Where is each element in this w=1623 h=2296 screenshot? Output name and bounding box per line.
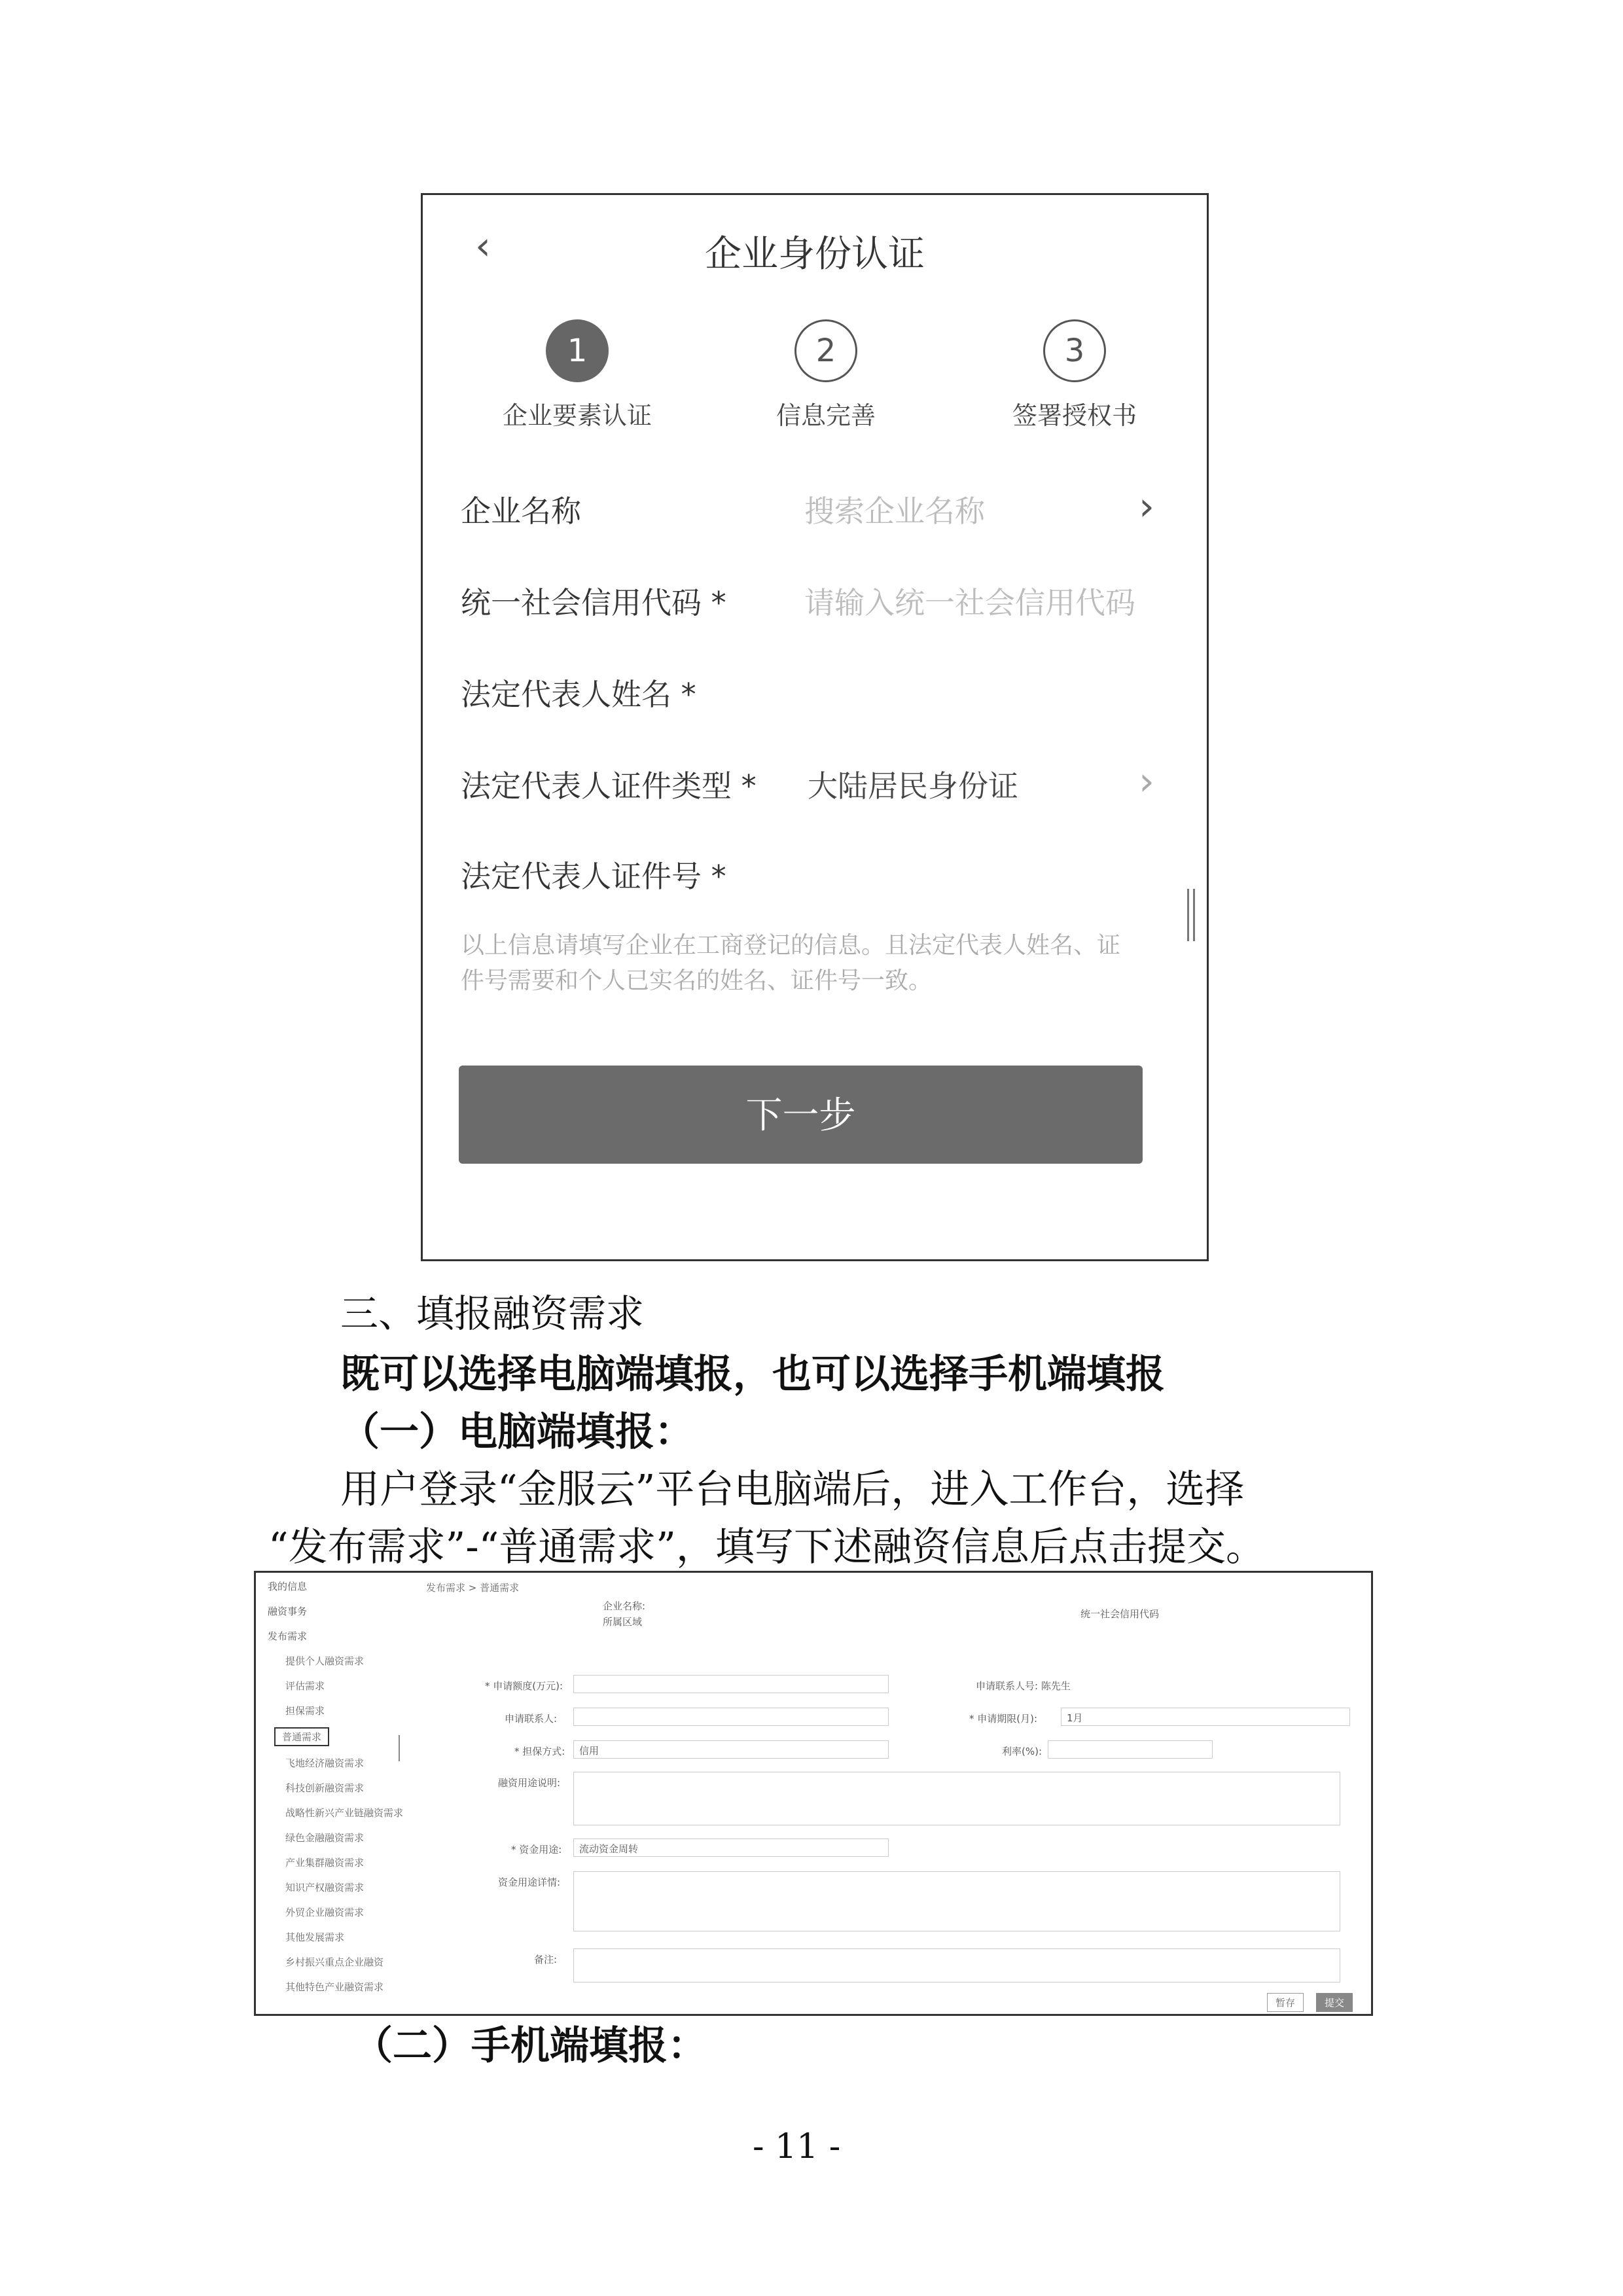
- sidebar-sub-item[interactable]: 飞地经济融资需求: [285, 1757, 365, 1769]
- sidebar-sub-item-active[interactable]: 普通需求: [274, 1727, 329, 1746]
- term-value: 1月: [1067, 1712, 1083, 1724]
- step-3: [976, 319, 1173, 431]
- scrollbar[interactable]: [1187, 889, 1195, 941]
- info-note: [461, 928, 1148, 999]
- term-label: * 申请期限(月):: [969, 1713, 1038, 1725]
- step-1: [479, 319, 675, 431]
- section-mobile-heading: （二）手机端填报：: [353, 2023, 707, 2069]
- step-1-label: 企业要素认证: [502, 401, 652, 430]
- back-icon[interactable]: ‹: [475, 223, 491, 269]
- company-name-label: 企业名称: [461, 493, 581, 529]
- remark-textarea[interactable]: [573, 1948, 1340, 1982]
- phone-input[interactable]: [573, 1708, 889, 1726]
- info-note-line-1: 以上信息请填写企业在工商登记的信息。且法定代表人姓名、证: [461, 932, 1121, 959]
- rep-id-no-label: 法定代表人证件号 *: [461, 859, 726, 894]
- step-1-number: 1: [546, 319, 609, 382]
- sidebar-my-info[interactable]: 我的信息: [268, 1581, 308, 1592]
- phone-screenshot: [421, 193, 1209, 1261]
- page-title: 企业身份认证: [705, 233, 925, 276]
- sidebar-sub-item[interactable]: 知识产权融资需求: [285, 1882, 365, 1893]
- info-note-line-2: 件号需要和个人已实名的姓名、证件号一致。: [461, 967, 933, 994]
- chevron-right-icon[interactable]: ›: [1139, 484, 1154, 529]
- rep-id-type-label: 法定代表人证件类型 *: [461, 768, 757, 804]
- company-name-label: 企业名称:: [603, 1600, 646, 1612]
- paragraph-line-2: “发布需求”-“普通需求”，填写下述融资信息后点击提交。: [268, 1524, 1265, 1570]
- rep-id-no-field[interactable]: [461, 853, 1154, 899]
- section-heading: 三、填报融资需求: [340, 1291, 645, 1336]
- usage-value: 流动资金周转: [579, 1843, 639, 1855]
- submit-button[interactable]: 提交: [1316, 1993, 1353, 2012]
- credit-code-field[interactable]: [461, 579, 1154, 625]
- divider: [399, 1735, 400, 1761]
- sidebar-sub-item[interactable]: 评估需求: [285, 1680, 325, 1692]
- rate-label: 利率(%):: [1002, 1746, 1043, 1757]
- rep-name-label: 法定代表人姓名 *: [461, 677, 696, 712]
- sidebar-sub-item[interactable]: 产业集群融资需求: [285, 1857, 365, 1869]
- rep-id-type-field[interactable]: [461, 759, 1154, 808]
- company-name-field[interactable]: [461, 484, 1154, 533]
- subtitle: 既可以选择电脑端填报，也可以选择手机端填报: [340, 1352, 1165, 1397]
- credit-code-label: 统一社会信用代码: [1080, 1608, 1160, 1620]
- step-3-number: 3: [1043, 319, 1106, 382]
- usage-select[interactable]: [573, 1839, 889, 1857]
- usage-label: * 资金用途:: [511, 1844, 562, 1856]
- guarantee-label: * 担保方式:: [514, 1746, 565, 1757]
- step-2-label: 信息完善: [776, 401, 876, 430]
- desktop-screenshot: [254, 1571, 1373, 2016]
- chevron-right-icon[interactable]: ›: [1139, 759, 1154, 804]
- step-2: [728, 319, 924, 431]
- sidebar-sub-item[interactable]: 担保需求: [285, 1705, 325, 1717]
- credit-code-input[interactable]: 请输入统一社会信用代码: [804, 585, 1135, 620]
- rate-input[interactable]: [1048, 1740, 1213, 1759]
- sidebar-sub-item[interactable]: 其他发展需求: [285, 1931, 345, 1943]
- amount-input[interactable]: [573, 1675, 889, 1693]
- sidebar-publish-demand[interactable]: 发布需求: [268, 1630, 308, 1642]
- sidebar-sub-item[interactable]: 外贸企业融资需求: [285, 1907, 365, 1918]
- rep-name-field[interactable]: [461, 671, 1154, 717]
- purpose-textarea[interactable]: [573, 1772, 1340, 1825]
- sidebar-financing[interactable]: 融资事务: [268, 1605, 308, 1617]
- sidebar-sub-item[interactable]: 提供个人融资需求: [285, 1655, 365, 1667]
- sidebar-sub-item[interactable]: 其他特色产业融资需求: [285, 1981, 384, 1993]
- step-2-number: 2: [794, 319, 857, 382]
- phone-label: 申请联系人:: [505, 1713, 558, 1725]
- sidebar-sub-item[interactable]: 乡村振兴重点企业融资: [285, 1956, 384, 1968]
- detail-label: 资金用途详情:: [498, 1876, 561, 1888]
- purpose-label: 融资用途说明:: [498, 1777, 561, 1789]
- credit-code-label: 统一社会信用代码 *: [461, 585, 726, 620]
- paragraph-line-1: 用户登录“金服云”平台电脑端后，进入工作台，选择: [340, 1467, 1245, 1513]
- guarantee-value: 信用: [579, 1745, 599, 1757]
- detail-textarea[interactable]: [573, 1871, 1340, 1931]
- save-button[interactable]: 暂存: [1267, 1993, 1304, 2012]
- breadcrumb: 发布需求 > 普通需求: [426, 1582, 520, 1594]
- remark-label: 备注:: [534, 1954, 558, 1965]
- guarantee-select[interactable]: [573, 1740, 889, 1759]
- region-label: 所属区域: [603, 1616, 643, 1628]
- amount-label: * 申请额度(万元):: [485, 1680, 563, 1692]
- sidebar-sub-item[interactable]: 战略性新兴产业链融资需求: [285, 1807, 404, 1819]
- company-name-input[interactable]: 搜索企业名称: [804, 493, 985, 529]
- next-step-button[interactable]: 下一步: [459, 1066, 1143, 1164]
- sidebar-sub-item[interactable]: 绿色金融融资需求: [285, 1832, 365, 1844]
- sidebar-sub-item[interactable]: 科技创新融资需求: [285, 1782, 365, 1794]
- page-number: - 11 -: [753, 2127, 841, 2166]
- term-select[interactable]: [1061, 1708, 1350, 1726]
- contact-label: 申请联系人号: 陈先生: [976, 1680, 1071, 1692]
- section-pc-heading: （一）电脑端填报：: [340, 1409, 694, 1455]
- rep-id-type-select[interactable]: 大陆居民身份证: [808, 768, 1018, 804]
- step-3-label: 签署授权书: [1012, 401, 1137, 430]
